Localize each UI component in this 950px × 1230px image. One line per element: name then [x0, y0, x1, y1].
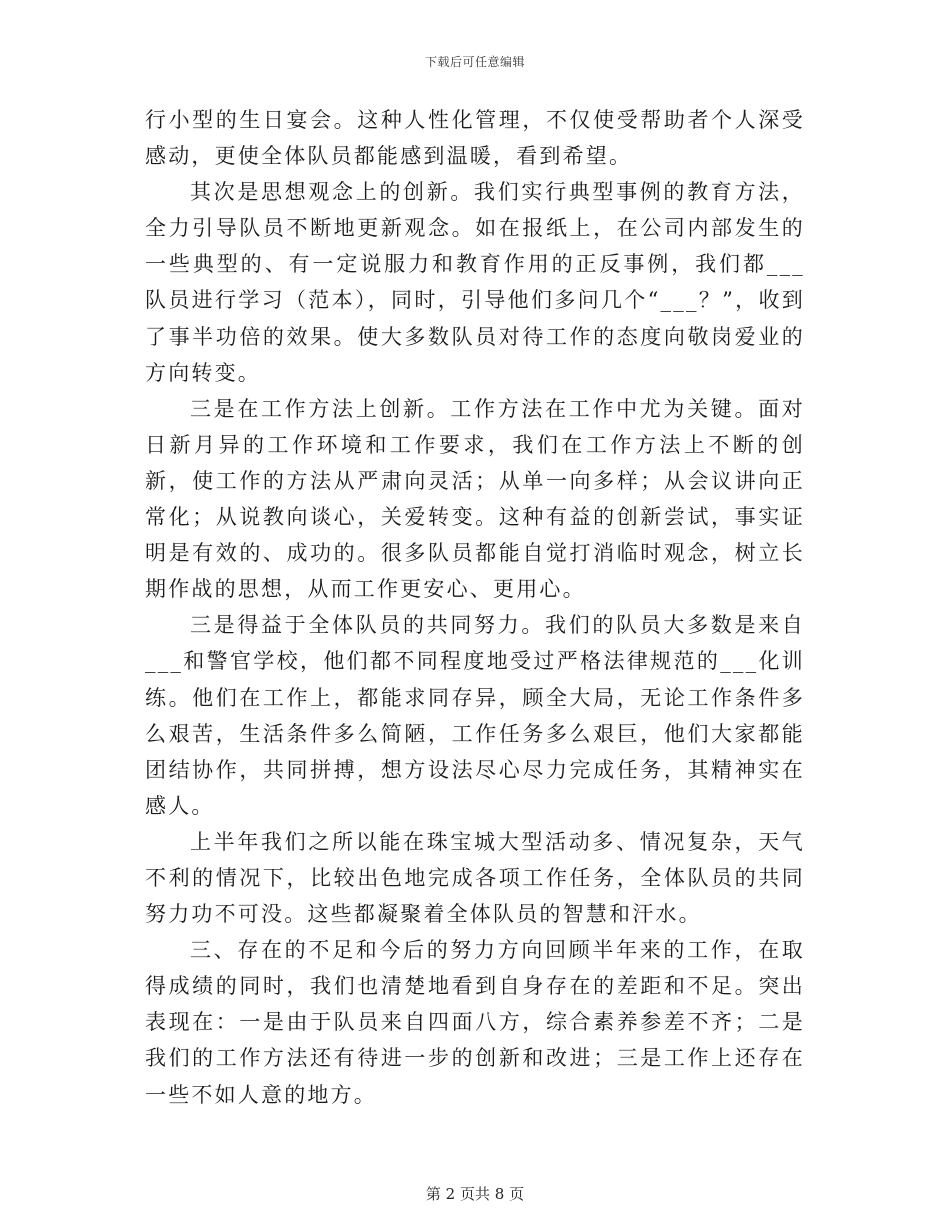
page-footer: 第 2 页共 8 页	[425, 1185, 525, 1203]
document-body	[145, 102, 805, 1113]
page-header: 下载后可任意编辑	[424, 55, 525, 69]
paragraph: 其次是思想观念上的创新。我们实行典型事例的教育方法，全力引导队员不断地更新观念。如在报纸上，在公司内部发生的一些典型的、有一定说服力和教育作用的正反事例，我们都___队员进行学习（范本），同时，引导他们多问几个“___？”，收到了事半功倍的效果。使大多数队员对待工作的态度向敬岗爱业的方向转变。	[145, 180, 805, 385]
paragraph: 三、存在的不足和今后的努力方向回顾半年来的工作，在取得成绩的同时，我们也清楚地看到自身存在的差距和不足。突出表现在：一是由于队员来自四面八方，综合素养参差不齐；二是我们的工作方法还有待进一步的创新和改进；三是工作上还存在一些不如人意的地方。	[145, 938, 805, 1107]
paragraph: 三是在工作方法上创新。工作方法在工作中尤为关键。面对日新月异的工作环境和工作要求，我们在工作方法上不断的创新，使工作的方法从严肃向灵活；从单一向多样；从会议讲向正常化；从说教向谈心，关爱转变。这种有益的创新尝试，事实证明是有效的、成功的。很多队员都能自觉打消临时观念，树立长期作战的思想，从而工作更安心、更用心。	[145, 396, 805, 602]
paragraph: 上半年我们之所以能在珠宝城大型活动多、情况复杂，天气不利的情况下，比较出色地完成各项工作任务，全体队员的共同努力功不可没。这些都凝聚着全体队员的智慧和汗水。	[145, 829, 805, 927]
paragraph: 三是得益于全体队员的共同努力。我们的队员大多数是来自___和警官学校，他们都不同程度地受过严格法律规范的___化训练。他们在工作上，都能求同存异，顾全大局，无论工作条件多么艰苦，生活条件多么简陋，工作任务多么艰巨，他们大家都能团结协作，共同拼搏，想方设法尽心尽力完成任务，其精神实在感人。	[145, 613, 805, 818]
paragraph: 行小型的生日宴会。这种人性化管理，不仅使受帮助者个人深受感动，更使全体队员都能感到温暖，看到希望。	[145, 108, 805, 169]
